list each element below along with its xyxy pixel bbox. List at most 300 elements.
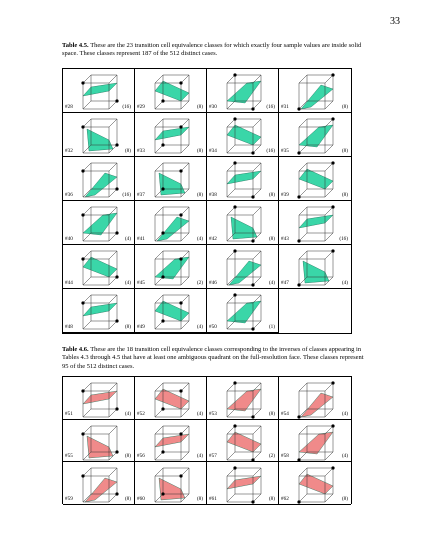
- isosurface-polygon: [227, 476, 261, 489]
- solid-sample-dot: [297, 458, 300, 461]
- cube-edge: [83, 468, 91, 476]
- table-4-5-grid: [62, 68, 352, 334]
- class-count: (8): [268, 192, 275, 198]
- class-label: #29: [137, 104, 145, 110]
- class-label: #42: [209, 236, 217, 242]
- cube-edge: [299, 468, 307, 476]
- cube-edge: [227, 452, 235, 460]
- cube-edge: [181, 452, 189, 460]
- cube-edge: [109, 383, 117, 391]
- cube-edge: [181, 101, 189, 109]
- solid-sample-dot: [81, 301, 84, 304]
- cube-edge: [299, 383, 307, 391]
- transition-cell-cube-diagram: [219, 422, 269, 462]
- cube-edge: [325, 383, 333, 391]
- solid-sample-dot: [179, 432, 182, 435]
- cube-edge: [83, 321, 91, 329]
- solid-sample-dot: [233, 73, 236, 76]
- cube-edge: [109, 189, 117, 197]
- equivalence-class-cell: [279, 69, 351, 113]
- cube-edge: [227, 321, 235, 329]
- solid-sample-dot: [331, 381, 334, 384]
- solid-sample-dot: [297, 107, 300, 110]
- cube-edge: [299, 189, 307, 197]
- equivalence-class-cell: [207, 289, 279, 333]
- solid-sample-dot: [297, 500, 300, 503]
- transition-cell-cube-diagram: [75, 203, 125, 243]
- transition-cell-cube-diagram: [291, 203, 341, 243]
- class-label: #56: [137, 453, 145, 459]
- class-label: #61: [209, 495, 217, 502]
- caption-title: Table 4.5.: [62, 42, 89, 49]
- class-label: #51: [65, 410, 73, 417]
- cube-edge: [325, 468, 333, 476]
- table-4-6-grid: [62, 376, 352, 504]
- class-count: (4): [341, 410, 348, 417]
- transition-cell-cube-diagram: [219, 464, 269, 504]
- cube-edge: [83, 426, 91, 434]
- equivalence-class-cell: [207, 420, 279, 463]
- cube-edge: [155, 468, 163, 476]
- solid-sample-dot: [115, 450, 118, 453]
- solid-sample-dot: [233, 161, 236, 164]
- solid-sample-dot: [161, 187, 164, 190]
- solid-sample-dot: [81, 389, 84, 392]
- equivalence-class-cell: [279, 377, 351, 420]
- cube-edge: [181, 321, 189, 329]
- class-count: (16): [266, 148, 275, 154]
- cube-edge: [83, 101, 91, 109]
- solid-sample-dot: [331, 161, 334, 164]
- solid-sample-dot: [251, 500, 254, 503]
- equivalence-class-cell: [63, 462, 135, 505]
- cube-edge: [181, 233, 189, 241]
- cube-edge: [83, 383, 91, 391]
- solid-sample-dot: [233, 117, 236, 120]
- class-count: (16): [122, 104, 131, 110]
- cube-edge: [83, 163, 91, 171]
- transition-cell-cube-diagram: [219, 115, 269, 155]
- class-count: (16): [339, 236, 348, 242]
- solid-sample-dot: [233, 293, 236, 296]
- cube-edge: [109, 321, 117, 329]
- cube-edge: [253, 163, 261, 171]
- cube-edge: [155, 75, 163, 83]
- solid-sample-dot: [81, 169, 84, 172]
- cube-edge: [155, 119, 163, 127]
- transition-cell-cube-diagram: [75, 422, 125, 462]
- cube-edge: [325, 494, 333, 502]
- cube-edge: [181, 426, 189, 434]
- equivalence-class-cell: [135, 289, 207, 333]
- equivalence-class-cell: [207, 377, 279, 420]
- transition-cell-cube-diagram: [219, 379, 269, 419]
- solid-sample-dot: [81, 213, 84, 216]
- solid-sample-dot: [179, 213, 182, 216]
- solid-sample-dot: [161, 450, 164, 453]
- cube-edge: [299, 207, 307, 215]
- cube-edge: [325, 452, 333, 460]
- transition-cell-cube-diagram: [219, 203, 269, 243]
- class-label: #54: [281, 410, 289, 417]
- cube-edge: [253, 321, 261, 329]
- cube-edge: [109, 468, 117, 476]
- solid-sample-dot: [297, 239, 300, 242]
- cube-edge: [299, 119, 307, 127]
- solid-sample-dot: [161, 407, 164, 410]
- class-count: (8): [341, 495, 348, 502]
- transition-cell-cube-diagram: [291, 159, 341, 199]
- cube-edge: [109, 251, 117, 259]
- isosurface-polygon: [83, 213, 117, 235]
- isosurface-polygon: [83, 83, 117, 96]
- cube-edge: [325, 75, 333, 83]
- cube-edge: [109, 409, 117, 417]
- cube-edge: [181, 145, 189, 153]
- solid-sample-dot: [251, 239, 254, 242]
- class-label: #49: [137, 324, 145, 330]
- cube-edge: [83, 295, 91, 303]
- solid-sample-dot: [251, 195, 254, 198]
- class-count: (8): [124, 324, 131, 330]
- class-label: #39: [281, 192, 289, 198]
- solid-sample-dot: [161, 319, 164, 322]
- transition-cell-cube-diagram: [147, 71, 197, 111]
- class-count: (4): [196, 236, 203, 242]
- table-4-5-caption: [62, 42, 368, 59]
- class-count: (16): [122, 192, 131, 198]
- class-count: (4): [341, 453, 348, 459]
- class-count: (8): [124, 495, 131, 502]
- cube-edge: [253, 452, 261, 460]
- class-label: #32: [65, 148, 73, 154]
- isosurface-polygon: [85, 173, 117, 197]
- cube-edge: [155, 383, 163, 391]
- cube-edge: [253, 251, 261, 259]
- transition-cell-cube-diagram: [291, 247, 341, 287]
- cube-edge: [227, 383, 235, 391]
- equivalence-class-cell: [207, 113, 279, 157]
- isosurface-polygon: [83, 303, 117, 316]
- cube-edge: [155, 452, 163, 460]
- cube-edge: [83, 207, 91, 215]
- transition-cell-cube-diagram: [147, 203, 197, 243]
- isosurface-polygon: [83, 391, 117, 404]
- class-count: (8): [268, 495, 275, 502]
- class-label: #48: [65, 324, 73, 330]
- class-label: #31: [281, 104, 289, 110]
- class-count: (4): [124, 410, 131, 417]
- isosurface-polygon: [227, 432, 261, 452]
- class-count: (8): [341, 148, 348, 154]
- cube-edge: [299, 233, 307, 241]
- transition-cell-cube-diagram: [147, 291, 197, 331]
- transition-cell-cube-diagram: [147, 379, 197, 419]
- class-label: #34: [209, 148, 217, 154]
- isosurface-polygon: [299, 169, 333, 189]
- transition-cell-cube-diagram: [219, 159, 269, 199]
- cube-edge: [325, 145, 333, 153]
- cube-edge: [227, 207, 235, 215]
- cube-edge: [109, 101, 117, 109]
- cube-edge: [299, 452, 307, 460]
- class-label: #58: [281, 453, 289, 459]
- class-label: #57: [209, 453, 217, 459]
- cube-edge: [155, 426, 163, 434]
- equivalence-class-cell: [207, 245, 279, 289]
- equivalence-class-cell: [279, 420, 351, 463]
- solid-sample-dot: [233, 205, 236, 208]
- solid-sample-dot: [297, 415, 300, 418]
- isosurface-polygon: [155, 434, 189, 447]
- cube-edge: [181, 119, 189, 127]
- solid-sample-dot: [161, 99, 164, 102]
- cube-edge: [253, 189, 261, 197]
- cube-edge: [299, 145, 307, 153]
- equivalence-class-cell: [63, 377, 135, 420]
- class-label: #38: [209, 192, 217, 198]
- cube-edge: [109, 233, 117, 241]
- cube-edge: [325, 409, 333, 417]
- cube-edge: [227, 145, 235, 153]
- cube-edge: [181, 163, 189, 171]
- isosurface-polygon: [227, 81, 261, 103]
- solid-sample-dot: [179, 81, 182, 84]
- cube-edge: [109, 426, 117, 434]
- class-label: #47: [281, 280, 289, 286]
- solid-sample-dot: [115, 407, 118, 410]
- transition-cell-cube-diagram: [147, 247, 197, 287]
- isosurface-polygon: [155, 389, 189, 409]
- equivalence-class-cell: [135, 245, 207, 289]
- isosurface-polygon: [227, 389, 261, 411]
- solid-sample-dot: [115, 187, 118, 190]
- solid-sample-dot: [179, 301, 182, 304]
- solid-sample-dot: [115, 99, 118, 102]
- class-count: (4): [268, 280, 275, 286]
- solid-sample-dot: [81, 474, 84, 477]
- solid-sample-dot: [297, 283, 300, 286]
- cube-edge: [227, 468, 235, 476]
- cube-edge: [325, 233, 333, 241]
- equivalence-class-cell: [135, 157, 207, 201]
- solid-sample-dot: [251, 327, 254, 330]
- cube-edge: [155, 321, 163, 329]
- equivalence-class-cell: [279, 462, 351, 505]
- cube-edge: [299, 494, 307, 502]
- cube-edge: [83, 409, 91, 417]
- class-label: #52: [137, 410, 145, 417]
- cube-edge: [325, 207, 333, 215]
- transition-cell-cube-diagram: [291, 115, 341, 155]
- transition-cell-cube-diagram: [147, 464, 197, 504]
- solid-sample-dot: [115, 231, 118, 234]
- equivalence-class-cell: [63, 113, 135, 157]
- cube-edge: [181, 277, 189, 285]
- solid-sample-dot: [251, 415, 254, 418]
- class-label: #35: [281, 148, 289, 154]
- solid-sample-dot: [331, 466, 334, 469]
- isosurface-polygon: [83, 257, 117, 277]
- cube-edge: [325, 101, 333, 109]
- equivalence-class-cell: [63, 289, 135, 333]
- cube-edge: [253, 468, 261, 476]
- solid-sample-dot: [251, 107, 254, 110]
- class-count: (4): [196, 410, 203, 417]
- cube-edge: [83, 233, 91, 241]
- caption-title: Table 4.6.: [62, 346, 89, 353]
- solid-sample-dot: [179, 125, 182, 128]
- solid-sample-dot: [115, 492, 118, 495]
- solid-sample-dot: [251, 283, 254, 286]
- class-label: #50: [209, 324, 217, 330]
- cube-edge: [253, 119, 261, 127]
- class-label: #62: [281, 495, 289, 502]
- equivalence-class-cell: [63, 201, 135, 245]
- transition-cell-cube-diagram: [75, 291, 125, 331]
- isosurface-polygon: [299, 474, 333, 494]
- transition-cell-cube-diagram: [291, 379, 341, 419]
- isosurface-polygon: [155, 81, 189, 101]
- cube-edge: [181, 207, 189, 215]
- cube-edge: [253, 494, 261, 502]
- class-label: #40: [65, 236, 73, 242]
- class-count: (2): [196, 280, 203, 286]
- class-count: (8): [196, 104, 203, 110]
- isosurface-polygon: [301, 85, 333, 109]
- solid-sample-dot: [233, 381, 236, 384]
- equivalence-class-cell: [63, 245, 135, 289]
- solid-sample-dot: [115, 319, 118, 322]
- cube-edge: [109, 119, 117, 127]
- class-count: (8): [268, 410, 275, 417]
- transition-cell-cube-diagram: [219, 71, 269, 111]
- isosurface-polygon: [299, 432, 333, 454]
- class-label: #28: [65, 104, 73, 110]
- cube-edge: [83, 75, 91, 83]
- class-count: (8): [196, 148, 203, 154]
- isosurface-polygon: [299, 215, 333, 228]
- class-label: #45: [137, 280, 145, 286]
- caption-text: These are the 18 transition cell equivalence classes corresponding to the inverses of classes appearing in Tables 4.3 through 4.5 that have at least one ambiguous quadrant on the full-resolution face. These classes represent 95 of the 512 distinct cases.: [62, 346, 364, 370]
- class-label: #36: [65, 192, 73, 198]
- isosurface-polygon: [299, 125, 333, 147]
- class-label: #43: [281, 236, 289, 242]
- cube-edge: [253, 207, 261, 215]
- transition-cell-cube-diagram: [219, 247, 269, 287]
- class-label: #46: [209, 280, 217, 286]
- isosurface-polygon: [157, 217, 189, 241]
- solid-sample-dot: [331, 205, 334, 208]
- solid-sample-dot: [233, 466, 236, 469]
- cube-edge: [227, 101, 235, 109]
- class-count: (4): [124, 236, 131, 242]
- cube-edge: [155, 207, 163, 215]
- cube-edge: [227, 409, 235, 417]
- equivalence-class-cell: [279, 201, 351, 245]
- isosurface-polygon: [227, 171, 261, 184]
- cube-edge: [155, 251, 163, 259]
- cube-edge: [83, 277, 91, 285]
- cube-edge: [181, 383, 189, 391]
- equivalence-class-cell: [207, 201, 279, 245]
- cube-edge: [299, 251, 307, 259]
- cube-edge: [299, 75, 307, 83]
- transition-cell-cube-diagram: [75, 464, 125, 504]
- equivalence-class-cell: [135, 462, 207, 505]
- cube-edge: [109, 494, 117, 502]
- equivalence-class-cell: [63, 420, 135, 463]
- solid-sample-dot: [179, 169, 182, 172]
- table-4-6-caption: [62, 346, 368, 371]
- cube-edge: [227, 295, 235, 303]
- isosurface-polygon: [227, 301, 261, 323]
- cube-edge: [109, 277, 117, 285]
- transition-cell-cube-diagram: [75, 115, 125, 155]
- class-count: (8): [341, 104, 348, 110]
- cube-edge: [325, 251, 333, 259]
- equivalence-class-cell: [135, 420, 207, 463]
- transition-cell-cube-diagram: [219, 291, 269, 331]
- cube-edge: [155, 409, 163, 417]
- class-label: #53: [209, 410, 217, 417]
- class-label: #41: [137, 236, 145, 242]
- class-count: (8): [124, 148, 131, 154]
- cube-edge: [227, 494, 235, 502]
- cube-edge: [325, 163, 333, 171]
- class-count: (1): [268, 324, 275, 330]
- class-count: (16): [266, 104, 275, 110]
- class-label: #30: [209, 104, 217, 110]
- equivalence-class-cell: [279, 245, 351, 289]
- equivalence-class-cell: [279, 113, 351, 157]
- class-count: (8): [124, 453, 131, 459]
- solid-sample-dot: [161, 492, 164, 495]
- equivalence-class-cell: [279, 157, 351, 201]
- class-count: (4): [341, 280, 348, 286]
- cube-edge: [253, 409, 261, 417]
- solid-sample-dot: [81, 81, 84, 84]
- solid-sample-dot: [331, 249, 334, 252]
- class-label: #60: [137, 495, 145, 502]
- transition-cell-cube-diagram: [147, 159, 197, 199]
- solid-sample-dot: [161, 231, 164, 234]
- class-count: (4): [196, 324, 203, 330]
- transition-cell-cube-diagram: [75, 71, 125, 111]
- transition-cell-cube-diagram: [291, 464, 341, 504]
- solid-sample-dot: [331, 73, 334, 76]
- transition-cell-cube-diagram: [291, 71, 341, 111]
- cube-edge: [83, 251, 91, 259]
- class-count: (4): [124, 280, 131, 286]
- solid-sample-dot: [115, 143, 118, 146]
- isosurface-polygon: [227, 125, 261, 145]
- transition-cell-cube-diagram: [75, 247, 125, 287]
- cube-edge: [227, 426, 235, 434]
- cube-edge: [109, 75, 117, 83]
- solid-sample-dot: [179, 474, 182, 477]
- cube-edge: [181, 468, 189, 476]
- equivalence-class-cell: [207, 157, 279, 201]
- class-label: #33: [137, 148, 145, 154]
- class-count: (2): [268, 453, 275, 459]
- isosurface-polygon: [155, 257, 189, 279]
- solid-sample-dot: [161, 143, 164, 146]
- cube-edge: [155, 163, 163, 171]
- cube-edge: [181, 295, 189, 303]
- cube-edge: [227, 163, 235, 171]
- cube-edge: [227, 189, 235, 197]
